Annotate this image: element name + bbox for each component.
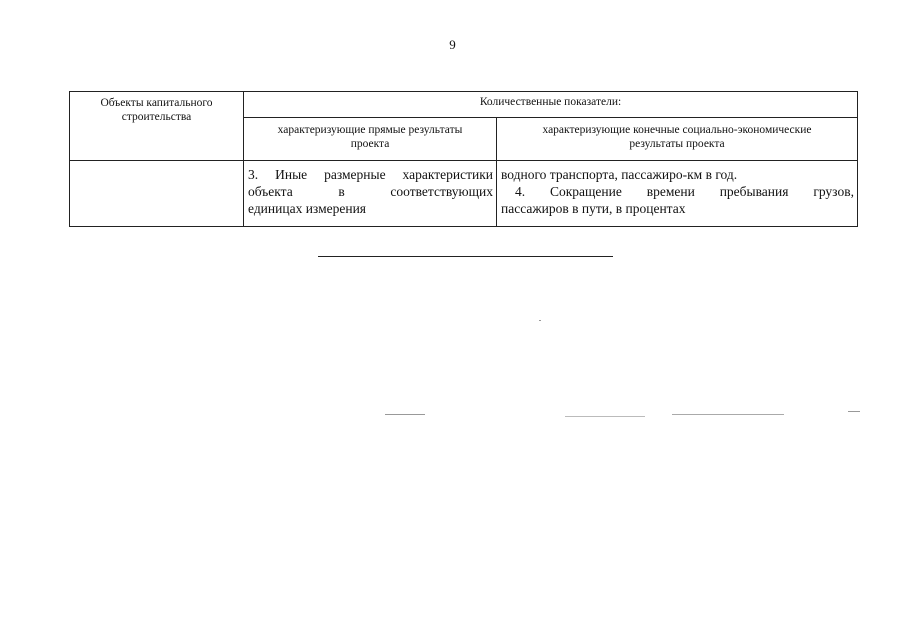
scan-speck <box>848 411 860 412</box>
header-final-results: характеризующие конечные социально-экономические результаты проекта <box>497 118 858 161</box>
scan-speck <box>539 320 541 321</box>
table-header-row <box>70 92 858 118</box>
final-line-1: водного транспорта, пассажиро-км в год. <box>501 167 738 182</box>
closing-rule <box>318 256 613 257</box>
direct-line-2: объекта в соответствующих <box>248 184 493 199</box>
header-direct-results: характеризующие прямые результаты проекта <box>244 118 497 161</box>
cell-objects <box>70 161 244 227</box>
scan-speck <box>385 414 425 415</box>
table-row <box>70 161 858 227</box>
page-number: 9 <box>449 37 456 52</box>
header-quantitative: Количественные показатели: <box>244 92 858 118</box>
direct-line-1: 3. Иные размерные характеристики <box>248 167 493 182</box>
scan-speck <box>672 414 784 415</box>
final-line-3: пассажиров в пути, в процентах <box>501 201 686 216</box>
cell-final-results <box>497 161 858 227</box>
header-objects: Объекты капитального строительства <box>70 92 244 161</box>
cell-direct-results <box>244 161 497 227</box>
indicators-table <box>69 91 858 227</box>
scan-speck <box>565 416 645 417</box>
final-line-2: 4. Сокращение времени пребывания грузов, <box>515 184 854 199</box>
direct-line-3: единицах измерения <box>248 201 366 216</box>
